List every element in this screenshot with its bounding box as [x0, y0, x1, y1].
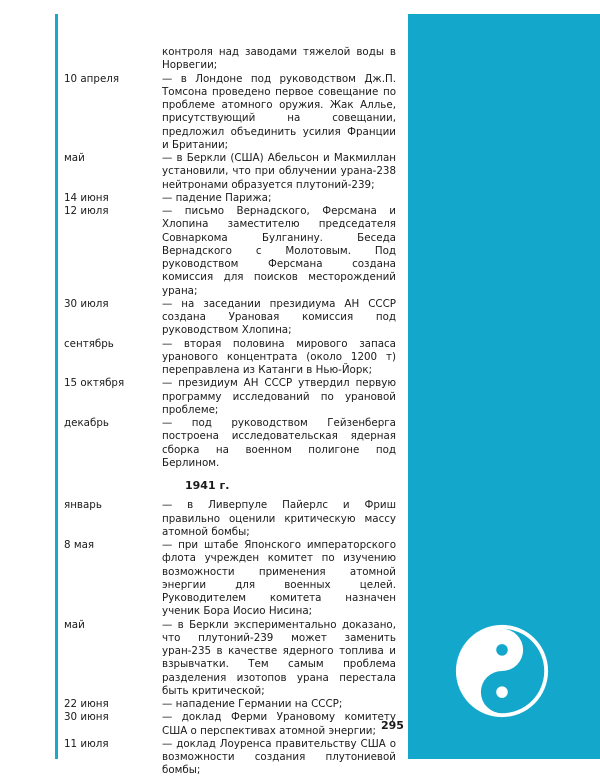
timeline-entry [64, 205, 396, 298]
entry-date: январь [64, 499, 102, 512]
timeline-entry [64, 73, 396, 153]
entry-date [64, 46, 162, 73]
entries-1941 [64, 499, 396, 777]
entry-text: — падение Парижа; [162, 191, 272, 204]
timeline-entry [64, 417, 396, 470]
entry-date: 12 июля [64, 205, 109, 217]
entry-date: май [64, 618, 85, 631]
timeline-entry [64, 377, 396, 417]
timeline-entry [64, 46, 396, 73]
year-heading: 1941 г. [185, 479, 230, 492]
yin-yang-graphic [454, 623, 550, 719]
entry-text: — в Ливерпуле Пайерлс и Фриш правильно оценили критическую массу атомной бомбы; [162, 499, 396, 538]
entry-date: май [64, 152, 85, 164]
entry-date: 30 июня [64, 711, 109, 724]
entry-text: — при штабе Японского императорского флота учрежден комитет по изучению возможности применения атомной энергии для военных целей. Руководителем комитета назначен ученик Бора Иосио Нисина; [162, 539, 396, 618]
entry-date: 10 апреля [64, 72, 120, 85]
entry-text: — нападение Германии на СССР; [162, 698, 343, 710]
timeline-entry [64, 152, 396, 192]
entry-text: — под руководством Гейзенберга построена исследовательская ядерная сборка на военном полигоне под Берлином. [162, 417, 396, 469]
entry-text: — президиум АН СССР утвердил первую программу исследований по урановой проблеме; [162, 377, 396, 416]
timeline-entry [64, 711, 396, 738]
entry-text: — письмо Вернадского, Ферсмана и Хлопина заместителю председателя Совнаркома Булганину. Беседа Вернадского с Молотовым. Под руководством Ферсмана создана комиссия для поисков месторождений урана; [162, 205, 396, 297]
entry-date: 11 июля [64, 737, 109, 750]
timeline-entry [64, 619, 396, 699]
entry-text: — в Беркли (США) Абельсон и Макмиллан установили, что при облучении урана-238 нейтронами образуется плутоний-239; [162, 152, 396, 191]
entry-text: — доклад Лоуренса правительству США о возможности создания плутониевой бомбы; [162, 737, 396, 777]
timeline-entry [64, 698, 396, 711]
entry-text: — в Беркли экспериментально доказано, что плутоний-239 может заменить уран-235 в качестве ядерного топлива и взрывчатки. Тем самым проблема разделения изотопов урана перестала быть критической; [162, 618, 396, 697]
entries-1940 [64, 46, 396, 470]
chronology [64, 46, 396, 778]
entry-text: контроля над заводами тяжелой воды в Норвегии; [162, 46, 396, 72]
timeline-entry [64, 298, 396, 338]
yin-yang-icon [454, 623, 550, 719]
timeline-entry [64, 738, 396, 778]
entry-date: 30 июля [64, 297, 109, 310]
timeline-entry [64, 499, 396, 539]
entry-date: декабрь [64, 417, 109, 429]
timeline-entry [64, 192, 396, 205]
page-number: 295 [381, 719, 404, 732]
timeline-entry [64, 338, 396, 378]
timeline-entry [64, 539, 396, 619]
entry-text: — в Лондоне под руководством Дж.П. Томсона проведено первое совещание по проблеме атомного оружия. Жак Алльe, присутствующий на совещании, предложил объединить усилия Франции и Британии; [162, 72, 396, 151]
entry-date: 22 июня [64, 698, 109, 710]
entry-date: 15 октября [64, 377, 125, 390]
entry-text: — на заседании президиума АН СССР создана Урановая комиссия под руководством Хлопина; [162, 297, 396, 337]
left-accent-rule [55, 14, 58, 759]
entry-date: 8 мая [64, 539, 95, 551]
entry-date: 14 июня [64, 191, 109, 204]
entry-text: — вторая половина мирового запаса уранового концентрата (около 1200 т) переправлена из Катанги в Нью-Йорк; [162, 337, 396, 376]
entry-date: сентябрь [64, 337, 114, 350]
entry-text: — доклад Ферми Урановому комитету США о перспективах атомной энергии; [162, 711, 396, 737]
